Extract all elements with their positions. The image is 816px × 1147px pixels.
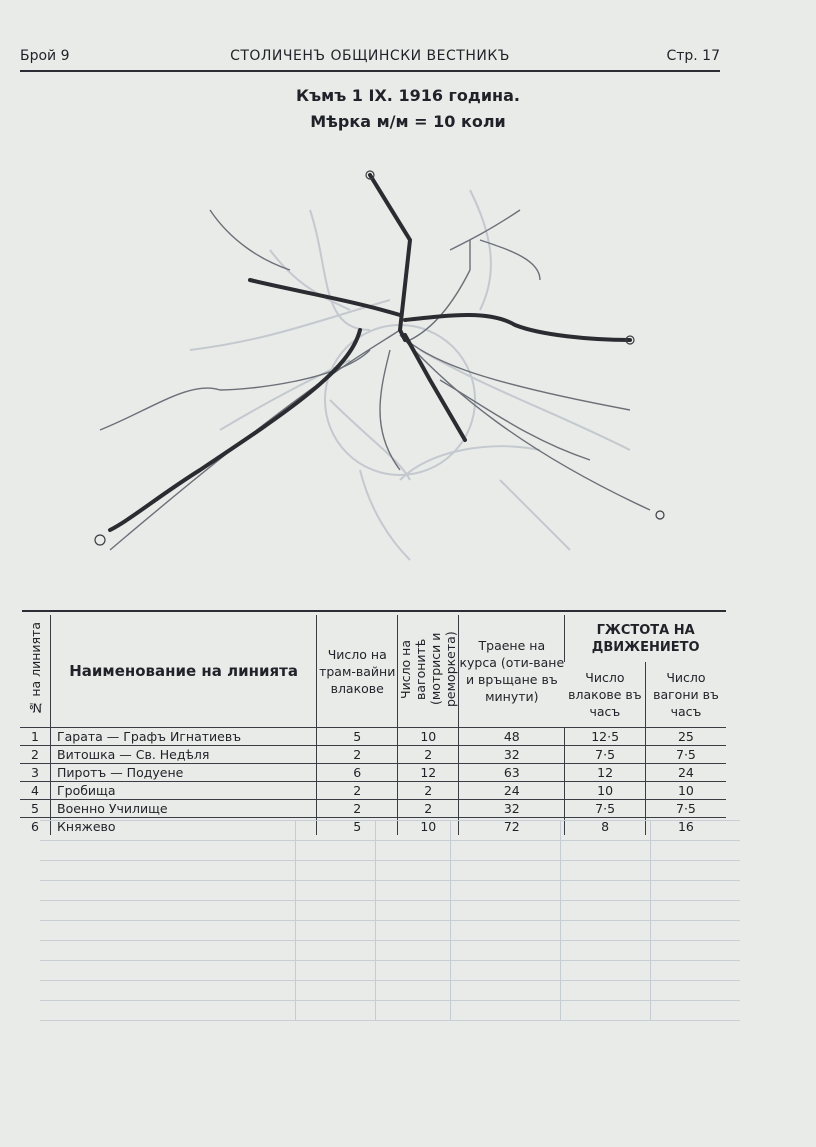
col-cars-per-hour: Число вагони въ часъ xyxy=(645,662,726,727)
table-row: 2 Витошка — Св. Недѣля 2 2 32 7·5 7·5 xyxy=(20,746,726,764)
map-scale: Мѣрка м/м = 10 коли xyxy=(310,112,506,131)
page-number: Стр. 17 xyxy=(666,48,720,64)
col-trains: Число на трам-вайни влакове xyxy=(317,615,398,728)
page-header xyxy=(20,48,720,68)
table-top-rule xyxy=(22,610,726,612)
main-routes xyxy=(110,175,630,530)
table-row: 3 Пиротъ — Подуене 6 12 63 12 24 xyxy=(20,764,726,782)
table-row: 4 Гробища 2 2 24 10 10 xyxy=(20,782,726,800)
col-name: Наименование на линията xyxy=(51,615,317,728)
col-frequency-group: ГЖСТОТА НА ДВИЖЕНИЕТО xyxy=(565,615,726,662)
routes-table xyxy=(20,615,726,835)
col-cars: Число на вагонитѣ (мотриси и реморкета) xyxy=(398,615,459,728)
table-row: 6 Княжево 5 10 72 8 16 xyxy=(20,818,726,836)
map-title: Къмъ 1 IX. 1916 година. xyxy=(296,86,520,105)
route-termini xyxy=(95,171,664,545)
table-row: 1 Гарата — Графъ Игнатиевъ 5 10 48 12·5 25 xyxy=(20,728,726,746)
thin-routes xyxy=(100,210,650,550)
header-rule xyxy=(20,70,720,72)
publication-title: СТОЛИЧЕНЪ ОБЩИНСКИ ВЕСТНИКЪ xyxy=(230,48,510,64)
issue-number: Брой 9 xyxy=(20,48,70,64)
table-row: 5 Военно Училище 2 2 32 7·5 7·5 xyxy=(20,800,726,818)
col-trains-per-hour: Число влакове въ часъ xyxy=(568,670,642,720)
col-line-no: № на линията xyxy=(27,622,43,716)
col-duration: Траене на курса (оти-ване и връщане въ минути) xyxy=(459,615,565,728)
tram-network-map xyxy=(70,150,690,580)
